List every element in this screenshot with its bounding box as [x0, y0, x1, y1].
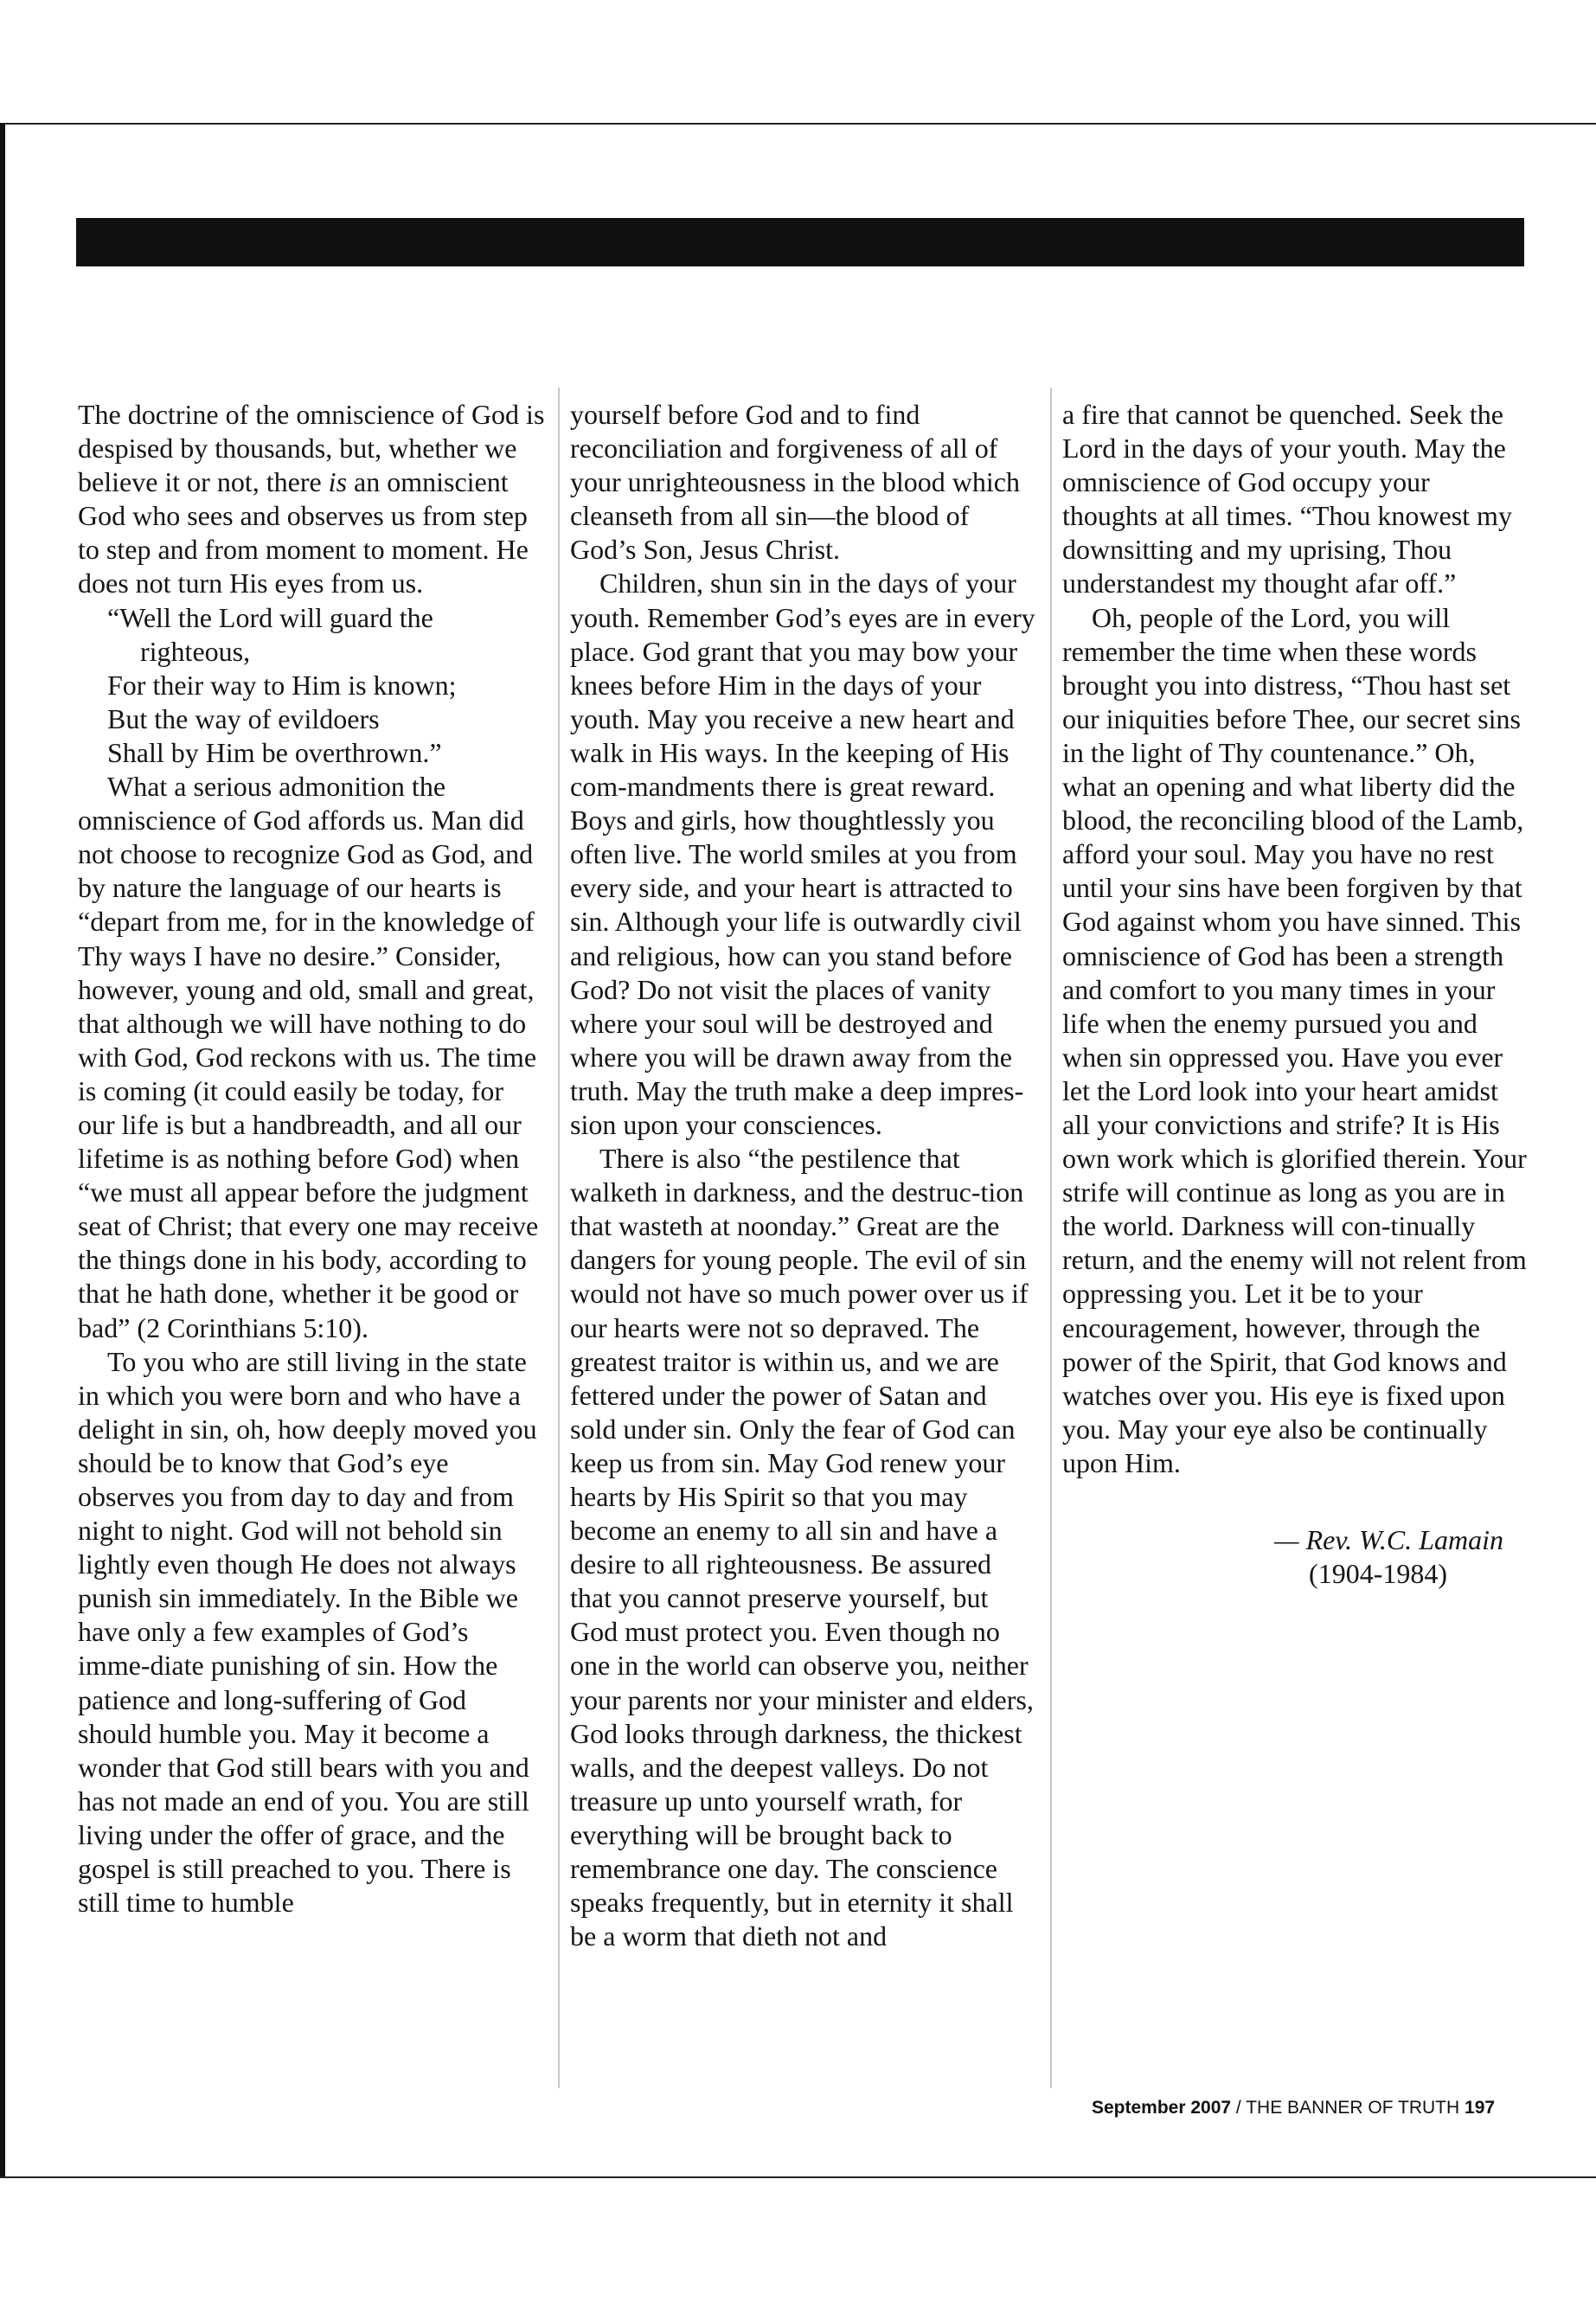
poem-line: For their way to Him is known; [107, 669, 457, 701]
poem-line: righteous, [140, 635, 251, 667]
author-signature [1062, 1523, 1529, 1591]
poem-line: But the way of evildoers [107, 702, 380, 734]
page-footer [1092, 2098, 1495, 2118]
paragraph: There is also “the pestilence that walketh in darkness, and the destruc-tion that wasteth at noonday.” Great are the dangers for young people. The evil of sin would not have so much power over us if our hearts were not so depraved. The greatest traitor is within us, and we are fettered under the power of Satan and sold under sin. Only the fear of God can keep us from sin. May God renew your hearts by His Spirit so that you may become an enemy to all sin and have a desire to all righteousness. Be assured that you cannot preserve yourself, but God must protect you. Even though no one in the world can observe you, neither your parents nor your minister and elders, God looks through darkness, the thickest walls, and the deepest valleys. Do not treasure up unto yourself wrath, for everything will be brought back to remembrance one day. The conscience speaks frequently, but in eternity it shall be a worm that dieth not and [570, 1143, 1034, 1952]
paragraph: The doctrine of the omniscience of God is despised by thousands, but, whether we believe it or not, there is an omniscient God who sees and observes us from step to step and from moment to moment. He does not turn His eyes from us. [78, 399, 545, 599]
paragraph: a fire that cannot be quenched. Seek the Lord in the days of your youth. May the omniscience of God occupy your thoughts at all times. “Thou knowest my downsitting and my uprising, Thou understandest my thought afar off.” [1062, 399, 1512, 599]
article-column-2 [570, 398, 1037, 1953]
column-divider [558, 388, 560, 2088]
paragraph: Children, shun sin in the days of your youth. Remember God’s eyes are in every place. God grant that you may bow your knees before Him in the days of your youth. May you receive a new heart and walk in His ways. In the keeping of His com-mandments there is great reward. Boys and girls, how thoughtlessly you often live. The world smiles at you from every side, and your heart is attracted to sin. Although your life is outwardly civil and religious, how can you stand before God? Do not visit the places of vanity where your soul will be destroyed and where you will be drawn away from the truth. May the truth make a deep impres-sion upon your consciences. [570, 567, 1035, 1140]
paragraph: Oh, people of the Lord, you will remember the time when these words brought you into distress, “Thou hast set our iniquities before Thee, our secret sins in the light of Thy countenance.” Oh, what an opening and what liberty did the blood, the reconciling blood of the Lamb, afford your soul. May you have no rest until your sins have been forgiven by that God against whom you have sinned. This omniscience of God has been a strength and comfort to you many times in your life when the enemy pursued you and when sin oppressed you. Have you ever let the Lord look into your heart amidst all your convictions and strife? It is His own work which is glorified therein. Your strife will continue as long as you are in the world. Darkness will con-tinually return, and the enemy will not relent from oppressing you. Let it be to your encouragement, however, through the power of the Spirit, that God knows and watches over you. His eye is fixed upon you. May your eye also be continually upon Him. [1062, 601, 1527, 1478]
paragraph: What a serious admonition the omniscience of God affords us. Man did not choose to recognize God as God, and by nature the language of our hearts is “depart from me, for in the knowledge of Thy ways I have no desire.” Consider, however, young and old, small and great, that although we will have nothing to do with God, God reckons with us. The time is coming (it could easily be today, for our life is but a handbreadth, and all our lifetime is as nothing before God) when “we must all appear before the judgment seat of Christ; that every one may receive the things done in his body, according to that he hath done, whether it be good or bad” (2 Corinthians 5:10). [78, 771, 539, 1343]
top-page-rule [0, 123, 1596, 125]
author-name: — Rev. W.C. Lamain [1274, 1524, 1503, 1555]
footer-separator: / [1231, 2098, 1247, 2118]
footer-publication: THE BANNER OF TRUTH [1246, 2098, 1460, 2118]
left-page-edge [0, 123, 5, 2177]
poem-line: “Well the Lord will guard the [107, 601, 433, 633]
paragraph: To you who are still living in the state in which you were born and who have a delight in sin, oh, how deeply moved you should be to know that God’s eye observes you from day to day and from night to night. God will not behold sin lightly even though He does not always punish sin immediately. In the Bible we have only a few examples of God’s imme-diate punishing of sin. How the patience and long-suffering of God should humble you. May it become a wonder that God still bears with you and has not made an end of you. You are still living under the offer of grace, and the gospel is still preached to you. There is still time to humble [78, 1345, 537, 1919]
paragraph: yourself before God and to find reconciliation and forgiveness of all of your unrighteousness in the blood which cleanseth from all sin—the blood of God’s Son, Jesus Christ. [570, 399, 1020, 566]
column-divider [1050, 388, 1052, 2088]
section-header-bar [76, 218, 1524, 266]
article-column-1 [78, 398, 545, 1920]
article-column-3 [1062, 398, 1529, 1591]
page-number: 197 [1465, 2098, 1496, 2118]
author-dates: (1904-1984) [1309, 1558, 1447, 1590]
bottom-page-rule [0, 2176, 1596, 2178]
footer-date: September 2007 [1092, 2098, 1232, 2118]
poem-quote [78, 601, 545, 770]
poem-line: Shall by Him be overthrown.” [107, 736, 442, 768]
